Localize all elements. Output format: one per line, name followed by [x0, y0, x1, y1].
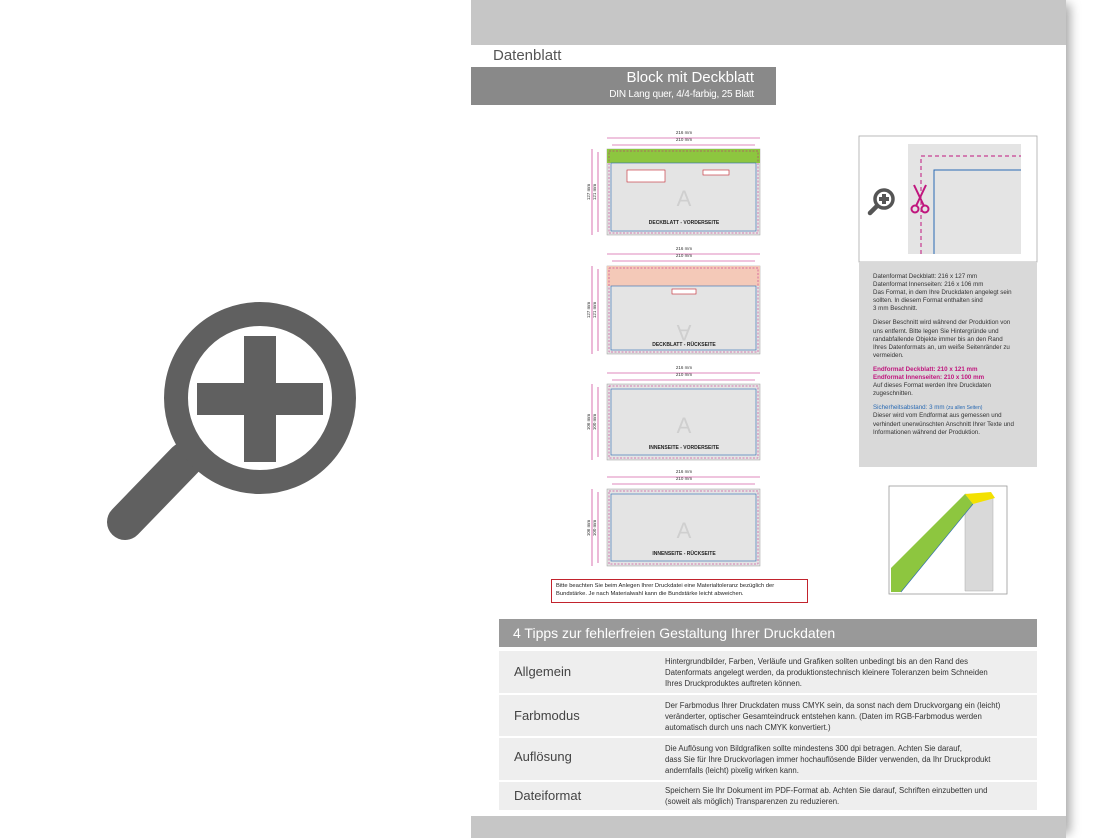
diagram-innenseite-rueckseite — [586, 469, 760, 566]
dim-210: 210 mm — [675, 137, 693, 142]
zoom-detail-box — [859, 136, 1037, 262]
endformat-deckblatt: Endformat Deckblatt: 210 x 121 mm — [873, 365, 978, 373]
dim-216: 216 mm — [675, 130, 693, 135]
datenformat-innenseiten: Datenformat Innenseiten: 216 x 106 mm — [873, 281, 984, 289]
placeholder-letter: A — [676, 186, 692, 211]
tip-row-allgemein: Allgemein Hintergrundbilder, Farben, Verläufe und Grafiken sollten unbedingt bis an den Rand des Datenformats angelegt werden, da produktionstechnisch kleinere Toleranzen beim Schneiden Ihres Druckproduktes auftreten können. — [499, 651, 1037, 693]
tip-row-aufloesung: Auflösung Die Auflösung von Bildgrafiken sollte mindestens 300 dpi betragen. Achten Sie darauf, dass Sie für Ihre Druckvorlagen immer hochauflösende Bilder verwenden, da Ihr Druckprodukt andernfalls (leicht) pixelig wirken kann. — [499, 738, 1037, 780]
svg-text:A: A — [676, 413, 692, 438]
svg-text:210 mm: 210 mm — [675, 476, 693, 481]
document-subtitle: DIN Lang quer, 4/4-farbig, 25 Blatt — [609, 89, 754, 100]
svg-text:A: A — [676, 518, 692, 543]
svg-text:216 mm: 216 mm — [675, 246, 693, 251]
tolerance-note: Bitte beachten Sie beim Anlegen Ihrer Druckdatei eine Materialtoleranz bezüglich der Bundstärke. Je nach Materialwahl kann die Bundstärke leicht abweichen. — [551, 579, 808, 603]
label-deckblatt-rueckseite: DECKBLATT - RÜCKSEITE — [652, 342, 716, 348]
svg-text:210 mm: 210 mm — [675, 372, 693, 377]
dim-121: 121 mm — [592, 183, 597, 201]
endformat-innenseiten: Endformat Innenseiten: 210 x 100 mm — [873, 374, 985, 382]
label-innenseite-vorderseite: INNENSEITE - VORDERSEITE — [648, 445, 720, 451]
dim-127: 127 mm — [586, 183, 591, 201]
tip-row-farbmodus: Farbmodus Der Farbmodus Ihrer Druckdaten muss CMYK sein, da sonst nach dem Druckvorgang ein (leicht) veränderter, optischer Gesamteindruck entstehen kann. (Daten im RGB-Farbmodus werden automatisch durch uns nach CMYK konvertiert.) — [499, 695, 1037, 736]
svg-text:A: A — [676, 320, 692, 345]
datasheet-page — [471, 0, 1066, 838]
svg-text:106 mm: 106 mm — [586, 519, 591, 537]
tips-heading: 4 Tipps zur fehlerfreien Gestaltung Ihrer Druckdaten — [499, 619, 1037, 647]
page-bottom-band — [471, 816, 1066, 838]
label-innenseite-rueckseite: INNENSEITE - RÜCKSEITE — [652, 551, 716, 557]
tip-row-dateiformat: Dateiformat Speichern Sie Ihr Dokument im PDF-Format ab. Achten Sie darauf, Schriften einzubetten und (soweit als möglich) Transparenzen zu reduzieren. — [499, 782, 1037, 810]
diagram-deckblatt-vorderseite — [586, 130, 760, 235]
document-title: Block mit Deckblatt — [626, 69, 754, 86]
zoom-in-icon[interactable] — [100, 300, 360, 555]
label-deckblatt-vorderseite: DECKBLATT - VORDERSEITE — [648, 220, 720, 226]
diagram-deckblatt-rueckseite — [586, 246, 760, 354]
sicherheitsabstand: Sicherheitsabstand: 3 mm (zu allen Seiten) — [873, 404, 983, 412]
dim-106: 106 mm — [586, 413, 591, 431]
dim-100: 100 mm — [592, 413, 597, 431]
svg-text:127 mm: 127 mm — [586, 301, 591, 319]
format-info-box: Datenformat Deckblatt: 216 x 127 mm Datenformat Innenseiten: 216 x 106 mm Das Format, in dem Ihre Druckdaten angelegt sein sollten. In diesem Format enthalten sind 3 mm Beschnitt. Dieser Beschnitt wird während der Produktion von uns entfernt. Bitte legen Sie Hintergründe und randabfallende Objekte immer bis an den Rand Ihres Datenformats an, um weiße Seitenränder zu vermeiden. Endformat Deckblatt: 210 x 121 mm Endformat Innenseiten: 210 x 100 mm Auf dieses Format werden Ihre Druckdaten zugeschnitten. Sicherheitsabstand: 3 mm (zu allen Seiten) Dieser wird vom Endformat aus gemessen und verhindert unerwünschten Anschnitt Ihrer Texte und Informationen während der Produktion. — [859, 262, 1037, 467]
datenformat-deckblatt: Datenformat Deckblatt: 216 x 127 mm — [873, 273, 978, 280]
svg-text:121 mm: 121 mm — [592, 301, 597, 319]
binding-illustration — [889, 486, 1007, 594]
svg-text:216 mm: 216 mm — [675, 365, 693, 370]
diagram-innenseite-vorderseite — [586, 365, 760, 460]
svg-text:210 mm: 210 mm — [675, 253, 693, 258]
svg-text:100 mm: 100 mm — [592, 519, 597, 537]
svg-text:216 mm: 216 mm — [675, 469, 693, 474]
datenblatt-tab: Datenblatt — [471, 45, 591, 67]
